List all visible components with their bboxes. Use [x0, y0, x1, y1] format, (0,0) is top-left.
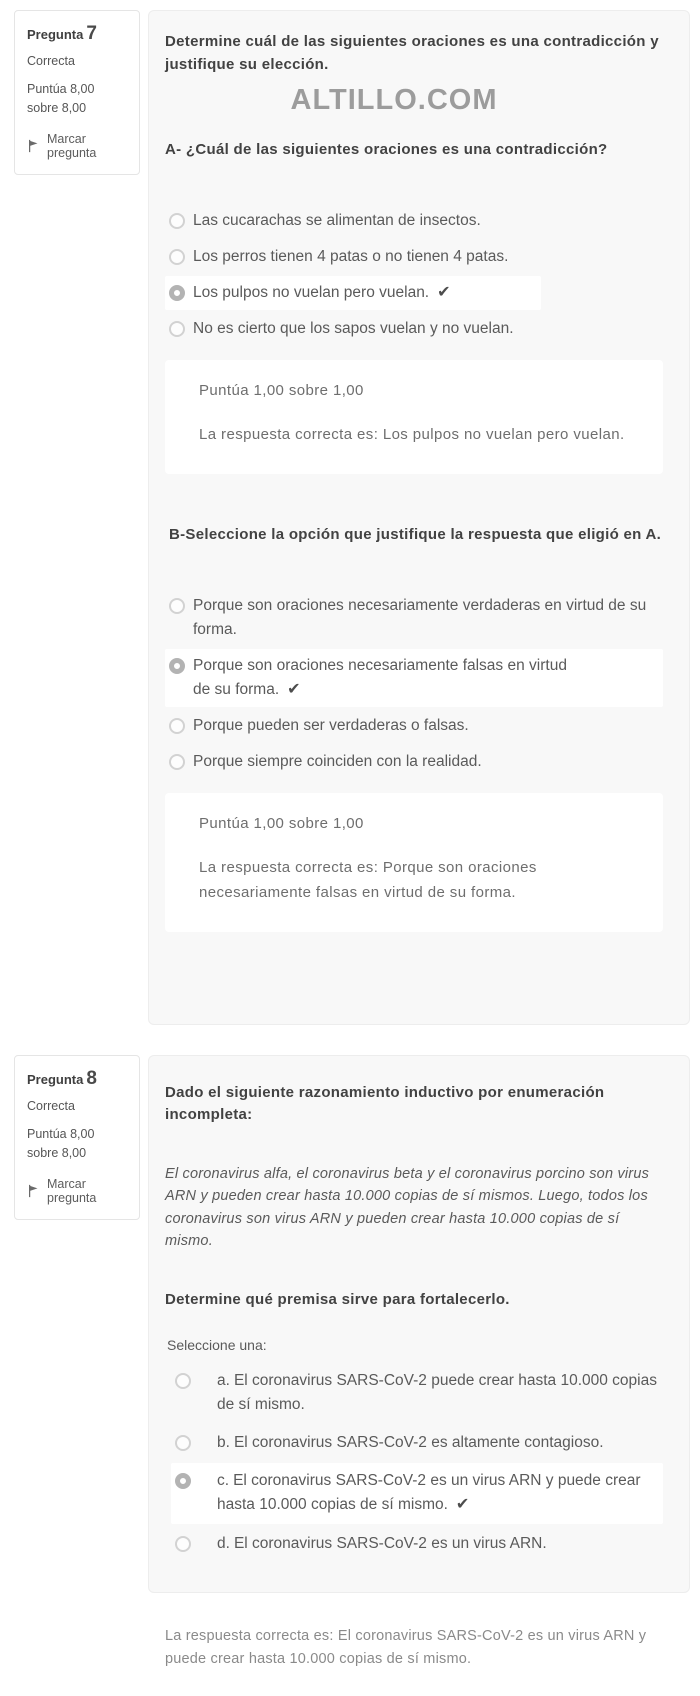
feedback-grade: Puntúa 1,00 sobre 1,00	[199, 382, 364, 400]
question-7-prompt: Determine cuál de las siguientes oraciones es una contradicción y justifique su elección.	[165, 33, 659, 73]
option-row[interactable]	[171, 1425, 663, 1461]
option-text: Porque siempre coinciden con la realidad.	[193, 753, 482, 771]
option-row[interactable]	[165, 589, 663, 647]
question-8-intro: Dado el siguiente razonamiento inductivo por enumeración incompleta:	[165, 1083, 605, 1124]
feedback-correct-answer: La respuesta correcta es: Los pulpos no vuelan pero vuelan.	[199, 426, 625, 444]
option-text: Porque pueden ser verdaderas o falsas.	[193, 717, 469, 735]
question-8-argument: El coronavirus alfa, el coronavirus beta y el coronavirus porcino son virus ARN y pueden crear hasta 10.000 copias de sí mismos. Luego, todos los coronavirus son virus ARN y pueden crear hasta 10.000 copias de sí mismo.	[165, 1165, 650, 1250]
select-one-label: Seleccione una:	[167, 1337, 267, 1354]
flag-icon	[27, 1184, 41, 1198]
radio-unchecked[interactable]	[169, 718, 185, 734]
feedback-grade: Puntúa 1,00 sobre 1,00	[199, 815, 364, 833]
option-row[interactable]	[165, 745, 663, 779]
radio-checked[interactable]	[169, 658, 185, 674]
option-row[interactable]	[165, 204, 663, 238]
option-text: No es cierto que los sapos vuelan y no vuelan.	[193, 320, 514, 338]
question-number: 8	[86, 1067, 97, 1089]
radio-unchecked[interactable]	[169, 249, 185, 265]
question-8-info-box	[14, 1055, 140, 1220]
part-a-options	[165, 204, 663, 347]
question-8-info-column	[0, 1055, 148, 1220]
flag-question-link[interactable]	[27, 1177, 127, 1205]
option-row[interactable]	[165, 709, 663, 743]
option-row[interactable]	[165, 240, 663, 274]
option-text: Porque son oraciones necesariamente falsas en virtud de su forma. ✔	[193, 656, 567, 698]
option-row[interactable]	[171, 1363, 663, 1423]
question-grade: Puntúa 8,00 sobre 8,00	[27, 82, 95, 116]
question-8-panel	[148, 1055, 690, 1593]
radio-unchecked[interactable]	[169, 213, 185, 229]
question-7-info-column	[0, 10, 148, 175]
option-text: Las cucarachas se alimentan de insectos.	[193, 211, 481, 229]
option-letter: b.	[217, 1434, 230, 1452]
radio-unchecked[interactable]	[175, 1373, 191, 1389]
option-row-selected[interactable]	[165, 649, 663, 708]
radio-unchecked[interactable]	[175, 1536, 191, 1552]
option-row[interactable]	[171, 1526, 663, 1562]
question-number-heading	[27, 23, 127, 45]
flag-icon	[27, 139, 41, 153]
radio-unchecked[interactable]	[175, 1435, 191, 1451]
question-8	[0, 1055, 700, 1593]
radio-unchecked[interactable]	[169, 321, 185, 337]
radio-unchecked[interactable]	[169, 598, 185, 614]
option-text: Los pulpos no vuelan pero vuelan. ✔	[193, 283, 451, 301]
part-b-heading: B-Seleccione la opción que justifique la respuesta que eligió en A.	[169, 526, 662, 544]
flag-question-label: Marcar pregunta	[47, 1176, 97, 1205]
correct-check-icon: ✔	[287, 680, 301, 698]
radio-checked[interactable]	[175, 1473, 191, 1489]
option-row-selected[interactable]	[165, 276, 541, 311]
correct-check-icon: ✔	[455, 1496, 470, 1514]
part-a-heading: A- ¿Cuál de las siguientes oraciones es una contradicción?	[165, 141, 608, 158]
part-b-feedback-box	[165, 793, 663, 932]
question-8-task: Determine qué premisa sirve para fortalecerlo.	[165, 1290, 510, 1308]
option-text: Los perros tienen 4 patas o no tienen 4 patas.	[193, 247, 509, 265]
feedback-correct-answer: La respuesta correcta es: Porque son oraciones necesariamente falsas en virtud de su forma.	[199, 859, 537, 902]
option-row-selected[interactable]	[171, 1463, 663, 1524]
option-row[interactable]	[165, 312, 663, 346]
part-a-feedback-box	[165, 360, 663, 474]
correct-check-icon: ✔	[437, 283, 451, 301]
question-label: Pregunta	[27, 1071, 84, 1087]
option-text: d. El coronavirus SARS-CoV-2 es un virus ARN.	[217, 1535, 547, 1553]
question-state: Correcta	[27, 54, 75, 68]
question-label: Pregunta	[27, 27, 84, 42]
option-letter: c.	[217, 1472, 230, 1490]
question-grade: Puntúa 8,00 sobre 8,00	[27, 1126, 95, 1161]
option-text: b. El coronavirus SARS-CoV-2 es altamente contagioso.	[217, 1434, 604, 1452]
flag-question-link[interactable]	[27, 132, 127, 160]
question-number-heading	[27, 1068, 127, 1090]
watermark: ALTILLO.COM	[290, 84, 498, 116]
question-7-panel	[148, 10, 690, 1025]
question-7-info-box	[14, 10, 140, 175]
part-b-options	[165, 589, 663, 780]
option-letter: a.	[217, 1372, 230, 1390]
option-text: Porque son oraciones necesariamente verdaderas en virtud de su forma.	[193, 596, 647, 638]
question-state: Correcta	[27, 1098, 75, 1113]
question-8-options	[165, 1363, 663, 1562]
question-number: 7	[86, 23, 97, 44]
radio-unchecked[interactable]	[169, 754, 185, 770]
option-text: a. El coronavirus SARS-CoV-2 puede crear hasta 10.000 copias de sí mismo.	[217, 1372, 657, 1414]
question-7	[0, 10, 700, 1025]
option-letter: d.	[217, 1535, 230, 1553]
question-8-correct-answer-text: La respuesta correcta es: El coronavirus SARS-CoV-2 es un virus ARN y puede crear hasta 10.000 copias de sí mismo.	[165, 1628, 647, 1668]
radio-checked[interactable]	[169, 285, 185, 301]
flag-question-label: Marcar pregunta	[47, 131, 97, 160]
option-text: c. El coronavirus SARS-CoV-2 es un virus ARN y puede crear hasta 10.000 copias de sí mismo. ✔	[217, 1472, 641, 1514]
